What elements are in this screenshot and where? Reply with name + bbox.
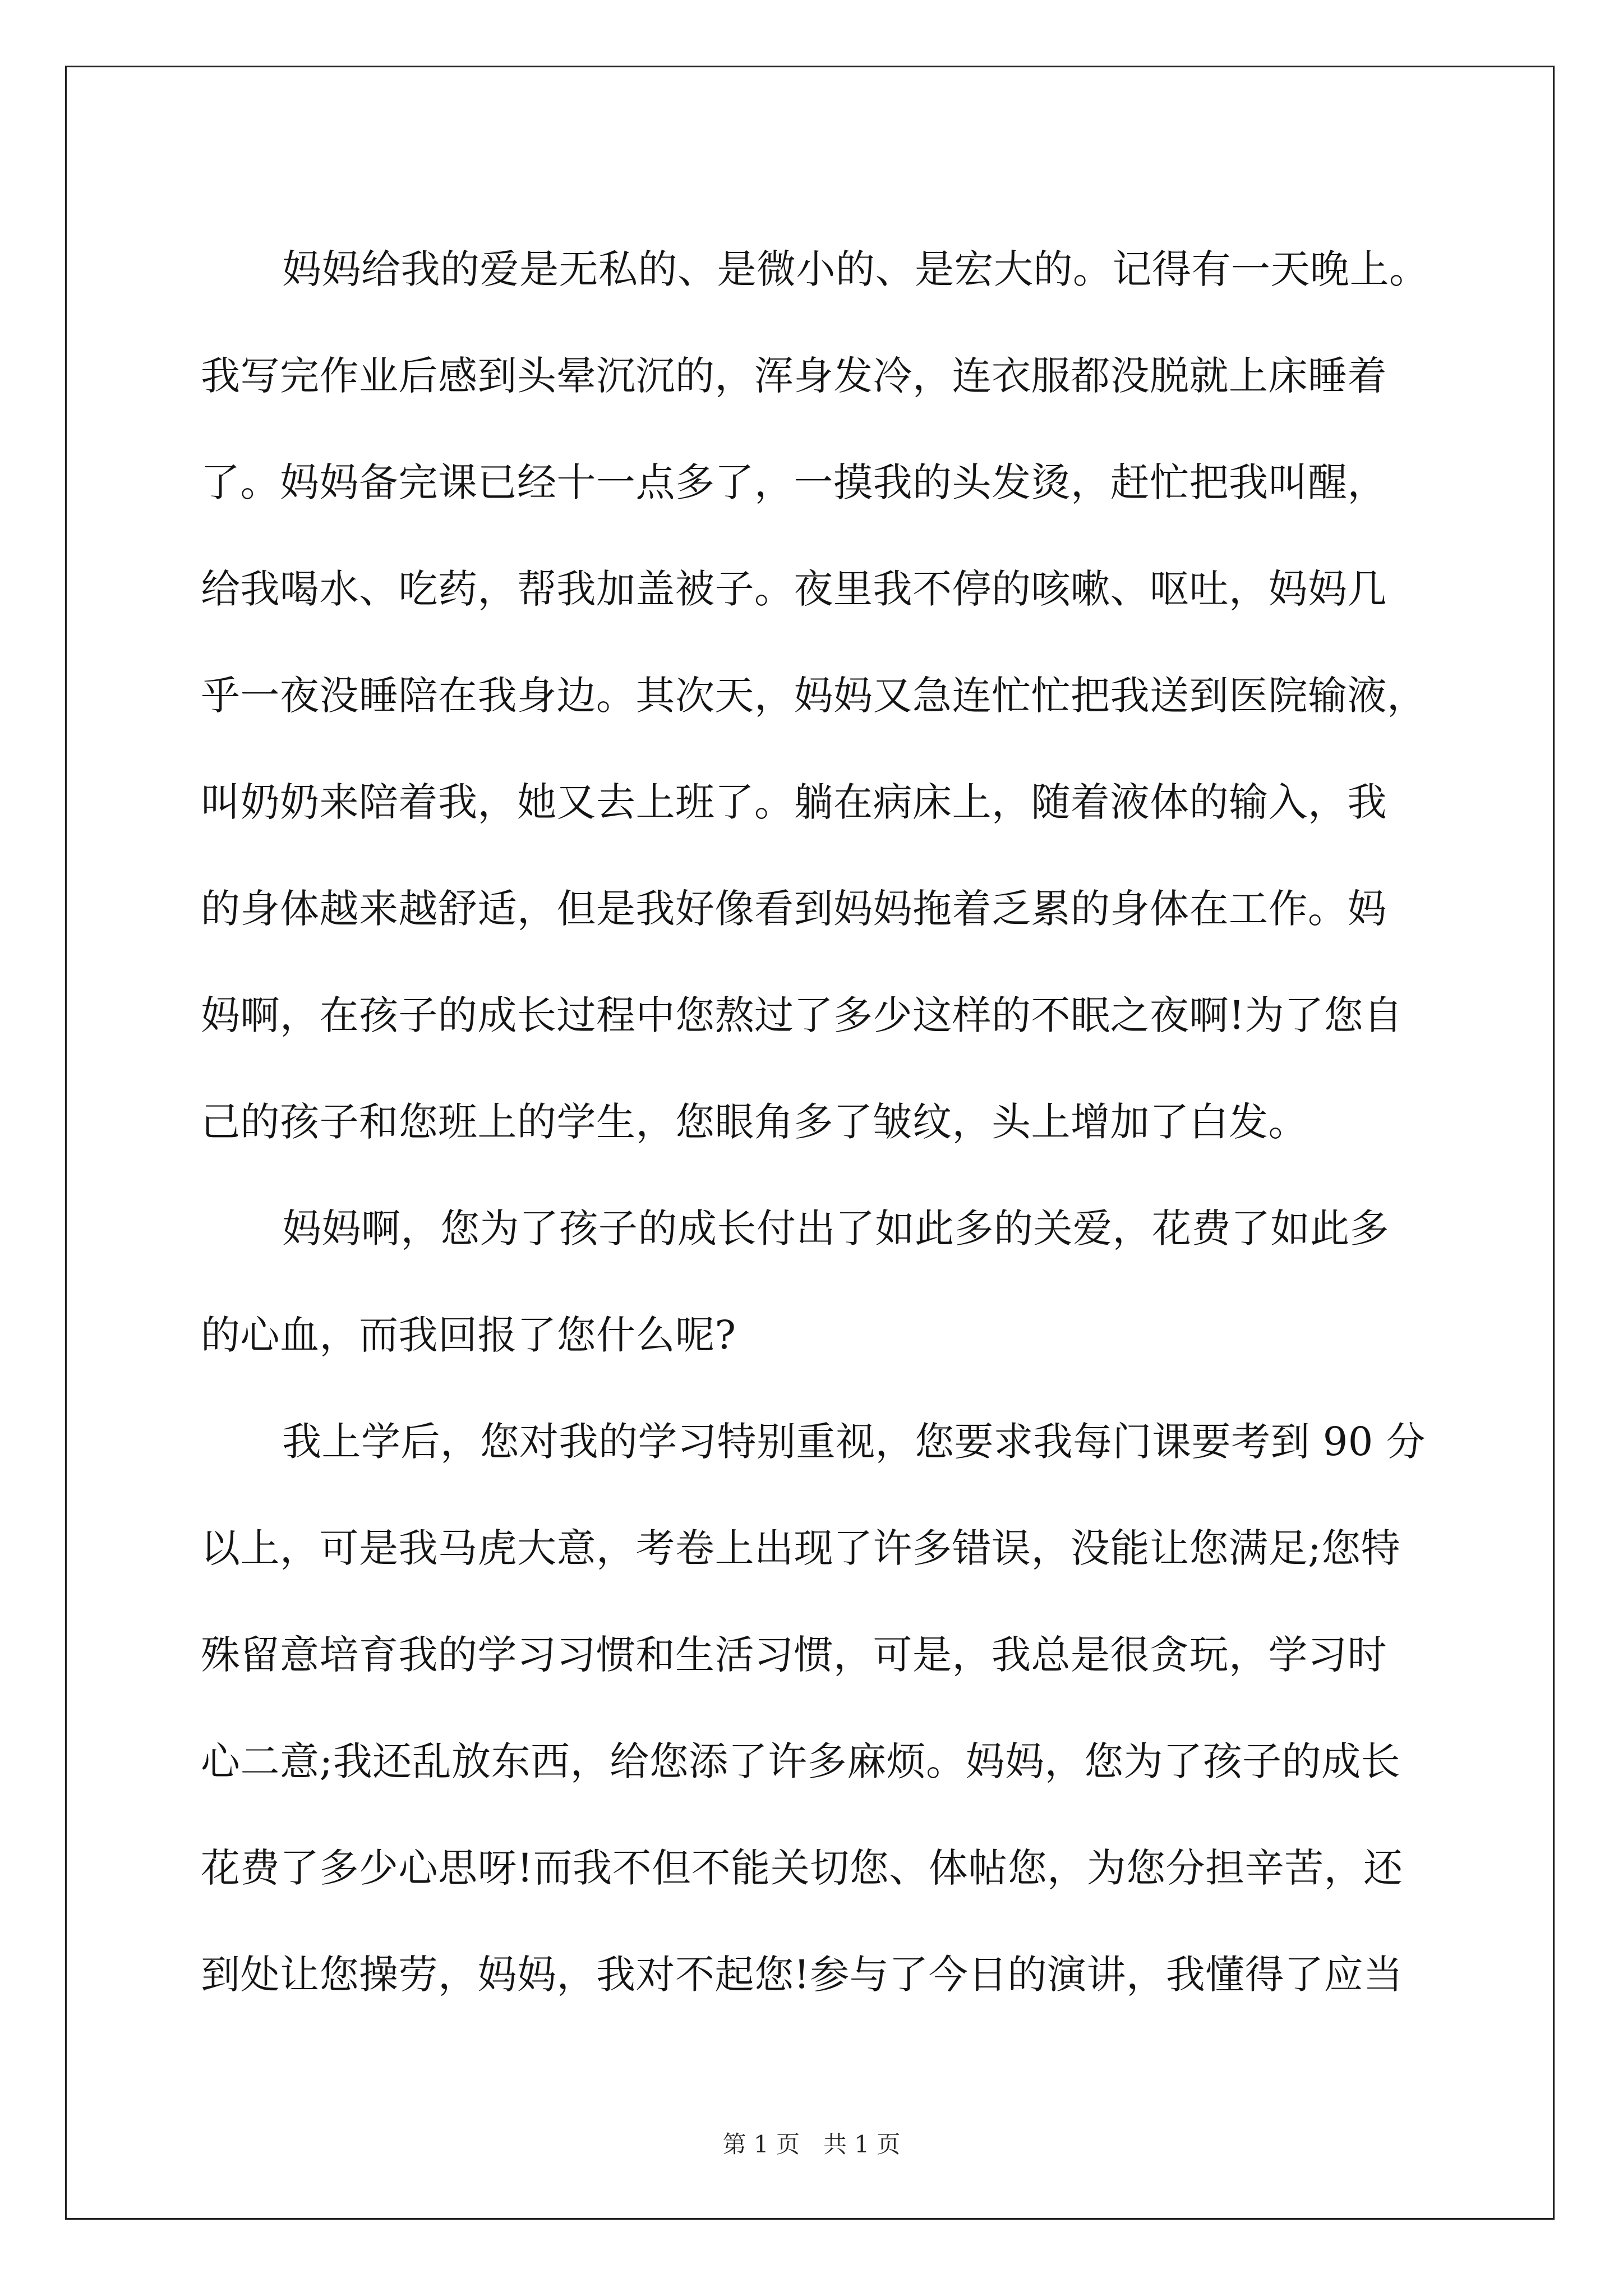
text-line: 的心血，而我回报了您什么呢? [201,1312,736,1358]
text-line: 己的孩子和您班上的学生，您眼角多了皱纹，头上增加了白发。 [201,1099,1308,1145]
text-line: 给我喝水、吃药，帮我加盖被子。夜里我不停的咳嗽、呕吐，妈妈几 [201,566,1387,612]
text-line: 妈妈啊，您为了孩子的成长付出了如此多的关爱，花费了如此多 [282,1205,1389,1251]
text-line: 了。妈妈备完课已经十一点多了，一摸我的头发烫，赶忙把我叫醒， [201,459,1387,505]
text-line: 花费了多少心思呀!而我不但不能关切您、体帖您，为您分担辛苦，还 [201,1845,1403,1891]
text-line: 心二意;我还乱放东西，给您添了许多麻烦。妈妈，您为了孩子的成长 [201,1738,1401,1784]
document-body [201,216,1429,2028]
text-line: 我写完作业后感到头晕沉沉的，浑身发冷，连衣服都没脱就上床睡着 [201,353,1387,399]
text-line: 妈啊，在孩子的成长过程中您熬过了多少这样的不眠之夜啊!为了您自 [201,992,1403,1038]
text-line: 我上学后，您对我的学习特别重视，您要求我每门课要考到 90 分 [282,1419,1426,1465]
text-line: 到处让您操劳，妈妈，我对不起您!参与了今日的演讲，我懂得了应当 [201,1952,1403,1998]
text-line: 以上，可是我马虎大意，考卷上出现了许多错误，没能让您满足;您特 [201,1525,1401,1571]
text-line: 殊留意培育我的学习习惯和生活习惯，可是，我总是很贪玩，学习时 [201,1632,1387,1678]
text-line: 乎一夜没睡陪在我身边。其次天，妈妈又急连忙忙把我送到医院输液， [201,673,1427,719]
page-number-footer: 第 1 页 共 1 页 [722,2131,901,2158]
text-line: 妈妈给我的爱是无私的、是微小的、是宏大的。记得有一天晚上。 [282,246,1429,292]
text-line: 的身体越来越舒适，但是我好像看到妈妈拖着乏累的身体在工作。妈 [201,886,1387,932]
text-line: 叫奶奶来陪着我，她又去上班了。躺在病床上，随着液体的输入，我 [201,779,1387,825]
